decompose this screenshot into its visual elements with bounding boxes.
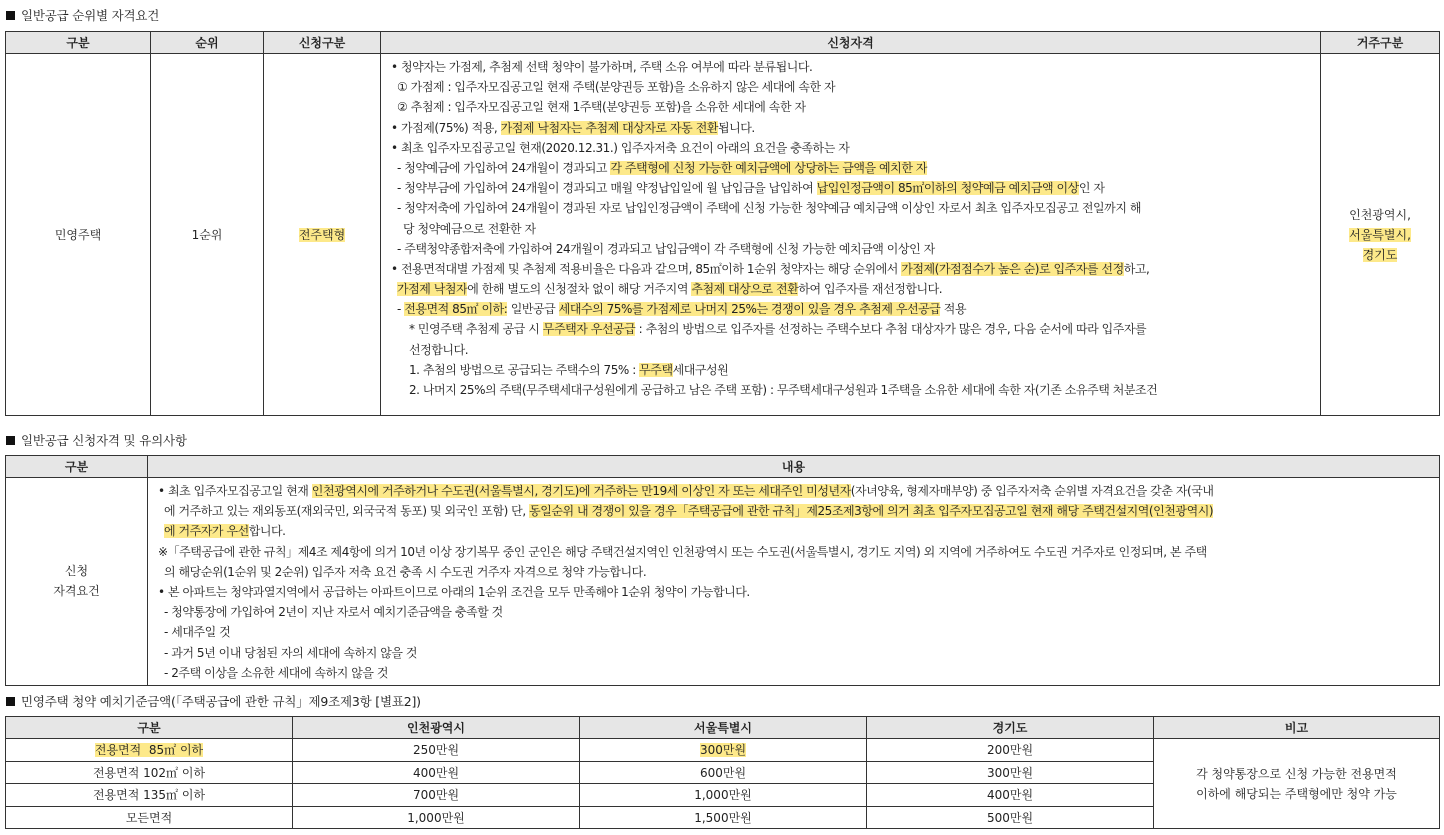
- text-line: [381, 340, 1314, 360]
- seoul-cell: 300만원: [580, 739, 867, 762]
- text-span: - 주택청약종합저축에 가입하여 24개월이 경과되고 납입금액이 각 주택형에 신청 가능한 예치금액 이상인 자: [397, 241, 935, 256]
- text-span: - 청약통장에 가입하여 2년이 지난 자로서 예치기준금액을 충족할 것: [164, 605, 503, 620]
- highlighted-text: 납입인정금액이 85㎡이하의 청약예금 예치금액 이상: [816, 181, 1079, 196]
- rank-requirements-table: [5, 31, 1440, 416]
- text-span: (자녀양육, 형제자매부양) 중 입주자저축 순위별 자격요건을 갖춘 자(국내: [850, 484, 1214, 498]
- category-line: 자격요건: [53, 584, 100, 599]
- text-span: ② 추첨제 : 입주자모집공고일 현재 1주택(분양권등 포함)을 소유한 세대에 속한 자: [397, 100, 806, 115]
- highlighted-text: 각 주택형에 신청 가능한 예치금액에 상당하는 금액을 예치한 자: [610, 160, 927, 175]
- text-span: 세대구성원: [672, 362, 729, 377]
- text-span: • 전용면적대별 가점제 및 추첨제 적용비율은 다음과 같으며, 85㎡이하 1순위 청약자는 해당 순위에서: [391, 261, 902, 276]
- square-bullet-icon: [6, 11, 15, 20]
- text-line: [381, 380, 1314, 400]
- residence-cell: [1321, 54, 1440, 416]
- text-span: 에 거주하고 있는 재외동포(재외국민, 외국국적 동포) 및 외국인 포함) 단,: [164, 504, 530, 519]
- text-span: - 세대주일 것: [164, 625, 231, 640]
- text-line: [381, 198, 1314, 218]
- highlighted-text: 세대수의 75%를 가점제로 나머지 25%는 경쟁이 있을 경우 추첨제 우선공급: [558, 302, 941, 317]
- highlighted-text: 제25조제3항에 의거 최초 입주자모집공고일 현재 해당 주택건설지역(인천광역시): [806, 504, 1214, 519]
- incheon-cell: 250만원: [293, 739, 580, 762]
- text-span: 하여 입주자를 재선정합니다.: [798, 282, 943, 297]
- text-span: 적용: [940, 302, 967, 317]
- apply-type-cell: 전주택형: [264, 54, 381, 416]
- header-incheon: 인천광역시: [293, 717, 580, 739]
- note-line: 각 청약통장으로 신청 가능한 전용면적: [1196, 766, 1397, 781]
- text-span: -: [397, 302, 405, 317]
- text-line: [381, 360, 1314, 380]
- text-line: [148, 501, 1433, 521]
- table-header-row: [6, 456, 1440, 478]
- gyeonggi-cell: 200만원: [867, 739, 1154, 762]
- text-span: - 과거 5년 이내 당첨된 자의 세대에 속하지 않을 것: [164, 645, 418, 660]
- highlighted-text: 에 거주자가 우선: [164, 524, 249, 539]
- text-line: [148, 602, 1433, 622]
- square-bullet-icon: [6, 436, 15, 445]
- text-span: 일반공급: [507, 302, 559, 317]
- header-rank: 순위: [151, 32, 264, 54]
- incheon-cell: 400만원: [293, 761, 580, 784]
- text-span: - 청약저축에 가입하여 24개월이 경과된 자로 납입인정금액이 주택에 신청 가능한 청약예금 예치금액 이상인 자로서 최초 입주자모집공고 전일까지 해: [397, 201, 1141, 216]
- area-cell: 전용면적 102㎡ 이하: [6, 761, 293, 784]
- category-cell: [6, 478, 148, 686]
- section-title-eligibility-notes: 일반공급 신청자격 및 유의사항: [6, 431, 187, 449]
- header-category: 구분: [6, 32, 151, 54]
- text-span: 됩니다.: [717, 120, 755, 135]
- note-line: 이하에 해당되는 주택형에만 청약 가능: [1196, 786, 1397, 801]
- text-span: • 최초 입주자모집공고일 현재: [158, 484, 312, 498]
- header-apply-type: 신청구분: [264, 32, 381, 54]
- incheon-cell: 1,000만원: [293, 806, 580, 829]
- category-line: 신청: [64, 564, 89, 579]
- text-span: 인 자: [1078, 181, 1105, 196]
- text-line: [381, 118, 1314, 138]
- seoul-cell: 1,500만원: [580, 806, 867, 829]
- content-cell: [148, 478, 1440, 686]
- header-residence: 거주구분: [1321, 32, 1440, 54]
- text-line: [381, 178, 1314, 198]
- rank-cell: 1순위: [151, 54, 264, 416]
- table-row: [6, 54, 1440, 416]
- residence-line: 서울특별시,: [1349, 227, 1411, 242]
- highlighted-text: 전용면적 85㎡ 이하:: [404, 302, 508, 317]
- incheon-cell: 700만원: [293, 784, 580, 807]
- header-category: 구분: [6, 717, 293, 739]
- text-span: • 가점제(75%) 적용,: [391, 120, 501, 135]
- text-line: [381, 57, 1314, 77]
- header-gyeonggi: 경기도: [867, 717, 1154, 739]
- header-note: 비고: [1154, 717, 1440, 739]
- table-row: [6, 478, 1440, 686]
- text-span: ※「주택공급에 관한 규칙」제4조 제4항에 의거 10년 이상 장기복무 중인 군인은 해당 주택건설지역인 인천광역시 또는 수도권(서울특별시, 경기도 지역) 외 지역에 거주하여도 수도권 거주자로 인정되며, 본 주택: [158, 544, 1207, 559]
- table-header-row: [6, 32, 1440, 54]
- note-cell: [1154, 739, 1440, 829]
- text-line: [381, 279, 1314, 299]
- text-span: 1. 추첨의 방법으로 공급되는 주택수의 75% :: [409, 362, 640, 377]
- text-line: [381, 299, 1314, 319]
- text-line: [148, 663, 1433, 683]
- section-title-rank-requirements: 일반공급 순위별 자격요건: [6, 6, 159, 24]
- text-line: [148, 521, 1433, 541]
- gyeonggi-cell: 300만원: [867, 761, 1154, 784]
- text-span: 하고,: [1123, 261, 1150, 276]
- header-category: 구분: [6, 456, 148, 478]
- text-line: [148, 582, 1433, 602]
- highlighted-text: 인천광역시에 거주하거나 수도권(서울특별시, 경기도)에 거주하는 만19세 이상인 자 또는 세대주인 미성년자: [311, 484, 851, 498]
- gyeonggi-cell: 500만원: [867, 806, 1154, 829]
- text-span: 2. 나머지 25%의 주택(무주택세대구성원에게 공급하고 남은 주택 포함) : 무주택세대구성원과 1주택을 소유한 세대에 속한 자(기존 소유주택 처분조건: [409, 383, 1158, 397]
- text-span: • 본 아파트는 청약과열지역에서 공급하는 아파트이므로 아래의 1순위 조건을 모두 만족해야 1순위 청약이 가능합니다.: [158, 584, 750, 599]
- text-line: [148, 542, 1433, 562]
- text-line: [148, 562, 1433, 582]
- text-span: 합니다.: [248, 524, 286, 539]
- highlighted-text: 무주택자 우선공급: [542, 322, 636, 337]
- text-span: 의 해당순위(1순위 및 2순위) 입주자 저축 요건 충족 시 수도권 거주자 자격으로 청약 가능합니다.: [164, 564, 647, 579]
- qualification-lines: [381, 54, 1320, 402]
- text-span: 에 한해 별도의 신청절차 없이 해당 거주지역: [467, 282, 692, 297]
- text-span: 선정합니다.: [409, 342, 469, 357]
- highlighted-text: 가점제 낙첨자는 추첨제 대상자로 자동 전환: [500, 120, 718, 135]
- content-lines: [148, 478, 1439, 685]
- header-seoul: 서울특별시: [580, 717, 867, 739]
- deposit-amount-table: [5, 716, 1440, 829]
- header-content: 내용: [148, 456, 1440, 478]
- text-span: ① 가점제 : 입주자모집공고일 현재 주택(분양권등 포함)을 소유하지 않은 세대에 속한 자: [397, 80, 836, 95]
- eligibility-table: [5, 455, 1440, 686]
- qualification-cell: [381, 54, 1321, 416]
- text-span: • 최초 입주자모집공고일 현재(2020.12.31.) 입주자저축 요건이 아래의 요건을 충족하는 자: [391, 140, 850, 155]
- text-line: [381, 259, 1314, 279]
- text-span: • 청약자는 가점제, 추첨제 선택 청약이 불가하며, 주택 소유 여부에 따라 분류됩니다.: [391, 60, 813, 74]
- highlighted-text: 무주택: [639, 362, 673, 377]
- text-span: - 청약예금에 가입하여 24개월이 경과되고: [397, 160, 611, 175]
- text-span: - 2주택 이상을 소유한 세대에 속하지 않을 것: [164, 665, 389, 680]
- text-line: [148, 622, 1433, 642]
- area-cell: 전용면적 85㎡ 이하: [6, 739, 293, 762]
- square-bullet-icon: [6, 697, 15, 706]
- header-qualification: 신청자격: [381, 32, 1321, 54]
- text-span: * 민영주택 추첨제 공급 시: [409, 322, 543, 337]
- text-line: [381, 219, 1314, 239]
- highlighted-text: 추첨제 대상으로 전환: [691, 282, 799, 297]
- table-row: [6, 739, 1440, 762]
- seoul-cell: 1,000만원: [580, 784, 867, 807]
- category-cell: 민영주택: [6, 54, 151, 416]
- text-line: [381, 319, 1314, 339]
- table-header-row: [6, 717, 1440, 739]
- highlighted-text: 가점제 낙첨자: [397, 282, 468, 297]
- highlighted-text: 가점제(가점점수가 높은 순)로 입주자를 선정: [901, 261, 1124, 276]
- text-line: [381, 97, 1314, 117]
- seoul-cell: 600만원: [580, 761, 867, 784]
- text-span: : 추첨의 방법으로 입주자를 선정하는 주택수보다 추첨 대상자가 많은 경우, 다음 순서에 따라 입주자를: [635, 322, 1147, 337]
- text-line: [148, 481, 1433, 501]
- area-cell: 전용면적 135㎡ 이하: [6, 784, 293, 807]
- text-line: [381, 138, 1314, 158]
- text-span: - 청약부금에 가입하여 24개월이 경과되고 매월 약정납입일에 월 납입금을 납입하여: [397, 181, 817, 196]
- residence-line: 인천광역시,: [1349, 207, 1411, 222]
- text-span: 당 청약예금으로 전환한 자: [403, 221, 536, 236]
- gyeonggi-cell: 400만원: [867, 784, 1154, 807]
- text-line: [381, 239, 1314, 259]
- text-line: [148, 643, 1433, 663]
- highlighted-text: 동일순위 내 경쟁이 있을 경우「주택공급에 관한 규칙」: [529, 504, 807, 519]
- text-line: [381, 77, 1314, 97]
- section-title-deposit-amounts: 민영주택 청약 예치기준금액(「주택공급에 관한 규칙」제9조제3항 [별표2]): [6, 692, 421, 710]
- area-cell: 모든면적: [6, 806, 293, 829]
- text-line: [381, 158, 1314, 178]
- residence-line: 경기도: [1362, 247, 1398, 262]
